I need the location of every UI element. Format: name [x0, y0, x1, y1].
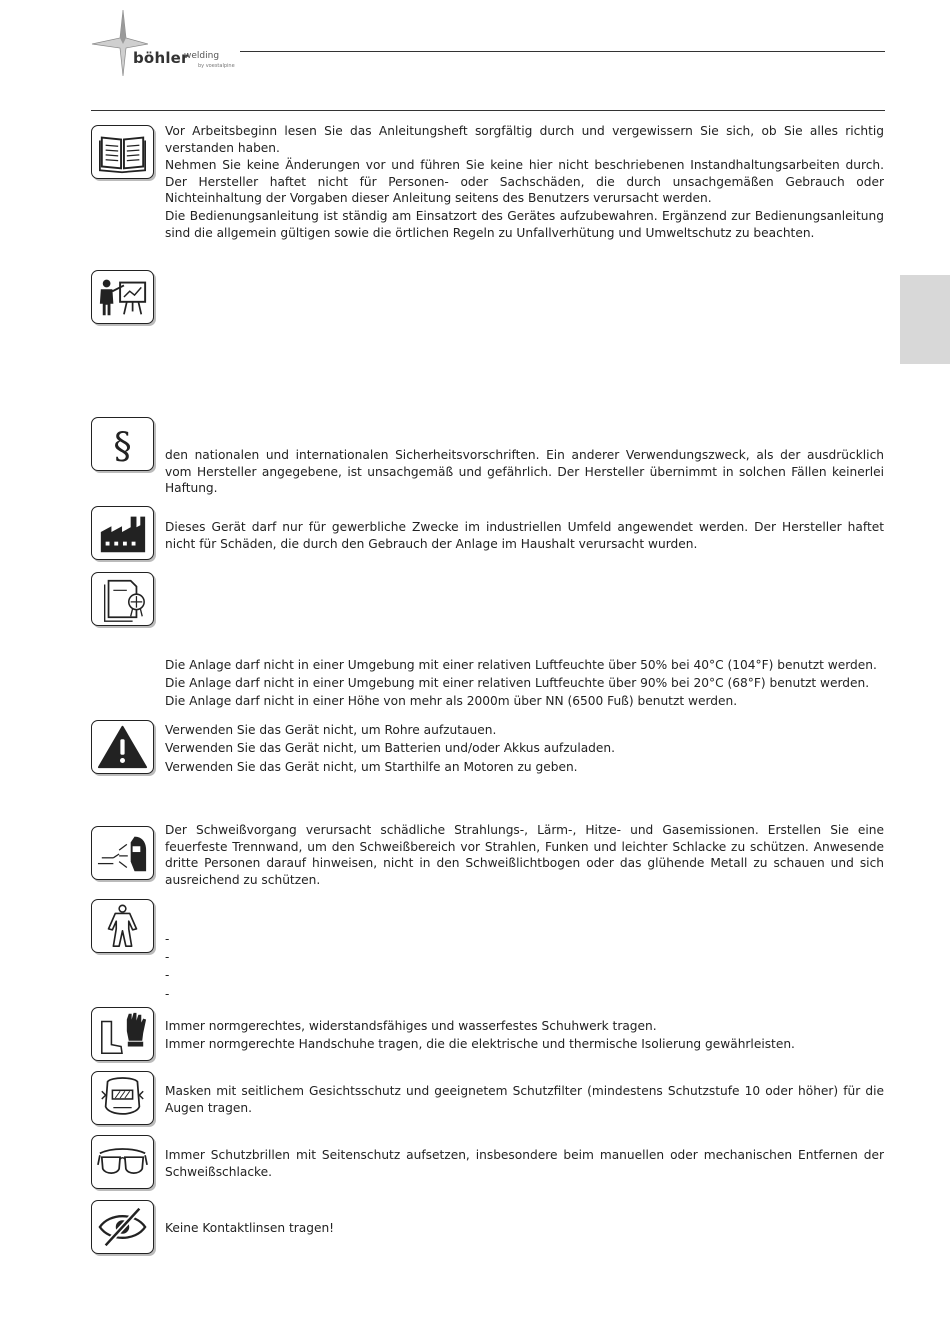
industry-text: Dieses Gerät darf nur für gewerbliche Zwecke im industriellen Umfeld angewendet werden. Der Hersteller haftet nicht für Schäden, die durch den Gebrauch der Anlage im Haushalt verursacht wurden. [165, 520, 884, 551]
welding-radiation-icon [91, 826, 154, 880]
certificate-document-icon [91, 572, 154, 626]
boots-gloves-icon [91, 1007, 154, 1061]
radiation-text: Der Schweißvorgang verursacht schädliche Strahlungs-, Lärm-, Hitze- und Gasemissionen. Erstellen Sie eine feuerfeste Trennwand, um den Schweißbereich vor Strahlen, Funken und leichter Schlacke zu schützen. Anwesende dritte Personen darauf hinweisen, nicht in den Schweißlichtbogen oder das glühende Metall zu schauen und sich ausreichend zu schützen. [165, 823, 884, 887]
mask-text: Masken mit seitlichem Gesichtsschutz und geeignetem Schutzfilter (mindestens Schutzstufe 10 oder höher) für die Augen tragen. [165, 1084, 884, 1115]
environment-line-1: Die Anlage darf nicht in einer Umgebung mit einer relativen Luftfeuchte über 50% bei 40°C (104°F) benutzt werden. [165, 658, 877, 672]
warning-line-2: Verwenden Sie das Gerät nicht, um Batterien und/oder Akkus aufzuladen. [165, 741, 616, 755]
safety-goggles-icon [91, 1135, 154, 1189]
header-rule [240, 51, 885, 52]
shoes-line: Immer normgerechtes, widerstandsfähiges und wasserfestes Schuhwerk tragen. [165, 1019, 657, 1033]
brand-name: böhler [133, 49, 189, 67]
svg-text:§: § [113, 424, 132, 468]
manual-paragraph-3: Die Bedienungsanleitung ist ständig am Einsatzort des Gerätes aufzubewahren. Ergänzend zur Bedienungsanleitung sind die allgemein gültigen sowie die örtlichen Regeln zu Unfallverhütung und Umweltschutz zu beachten. [165, 209, 884, 240]
brand-suffix: welding [184, 51, 220, 61]
warning-line-1: Verwenden Sie das Gerät nicht, um Rohre aufzutauen. [165, 723, 497, 737]
clothing-dash-2: - [165, 950, 170, 964]
environment-line-2: Die Anlage darf nicht in einer Umgebung mit einer relativen Luftfeuchte über 90% bei 20°C (68°F) benutzt werden. [165, 676, 870, 690]
environment-line-3: Die Anlage darf nicht in einer Höhe von mehr als 2000m über NN (6500 Fuß) benutzt werden. [165, 694, 738, 708]
gloves-line: Immer normgerechte Handschuhe tragen, die die elektrische und thermische Isolierung gewährleisten. [165, 1037, 795, 1051]
brand-byline: by voestalpine [198, 63, 235, 69]
logo-star-icon [88, 8, 148, 78]
welding-mask-icon [91, 1071, 154, 1125]
paragraph-law-icon [91, 417, 154, 471]
law-text: den nationalen und internationalen Sicherheitsvorschriften. Ein anderer Verwendungszweck, als der ausdrücklich vom Hersteller angegebene, ist unsachgemäß und gefährlich. Der Hersteller übernimmt in solchen Fällen keinerlei Haftung. [165, 448, 884, 496]
warning-triangle-icon [91, 720, 154, 774]
protective-suit-icon [91, 899, 154, 953]
goggles-text: Immer Schutzbrillen mit Seitenschutz aufsetzen, insbesondere beim manuellen oder mechanischen Entfernen der Schweißschlacke. [165, 1148, 884, 1179]
warning-line-3: Verwenden Sie das Gerät nicht, um Starthilfe an Motoren zu geben. [165, 760, 578, 774]
manual-paragraph-1: Vor Arbeitsbeginn lesen Sie das Anleitungsheft sorgfältig durch und vergewissern Sie sich, ob Sie alles richtig verstanden haben. [165, 124, 884, 155]
side-tab [900, 275, 950, 364]
presenter-training-icon [91, 270, 154, 324]
clothing-dash-3: - [165, 968, 170, 982]
manual-paragraph-2: Nehmen Sie keine Änderungen vor und führen Sie keine hier nicht beschriebenen Instandhaltungsarbeiten durch. Der Hersteller haftet nicht für Personen- oder Sachschäden, die durch unsachgemäßen Gebrauch oder Nichteinhaltung der Vorgaben dieser Anleitung seitens des Benutzers verursacht werden. [165, 158, 884, 206]
clothing-dash-4: - [165, 987, 170, 1001]
manual-book-icon [91, 125, 154, 179]
section-rule [91, 110, 885, 111]
lenses-text: Keine Kontaktlinsen tragen! [165, 1221, 335, 1235]
clothing-dash-1: - [165, 932, 170, 946]
factory-icon [91, 506, 154, 560]
no-contact-lenses-icon [91, 1200, 154, 1254]
